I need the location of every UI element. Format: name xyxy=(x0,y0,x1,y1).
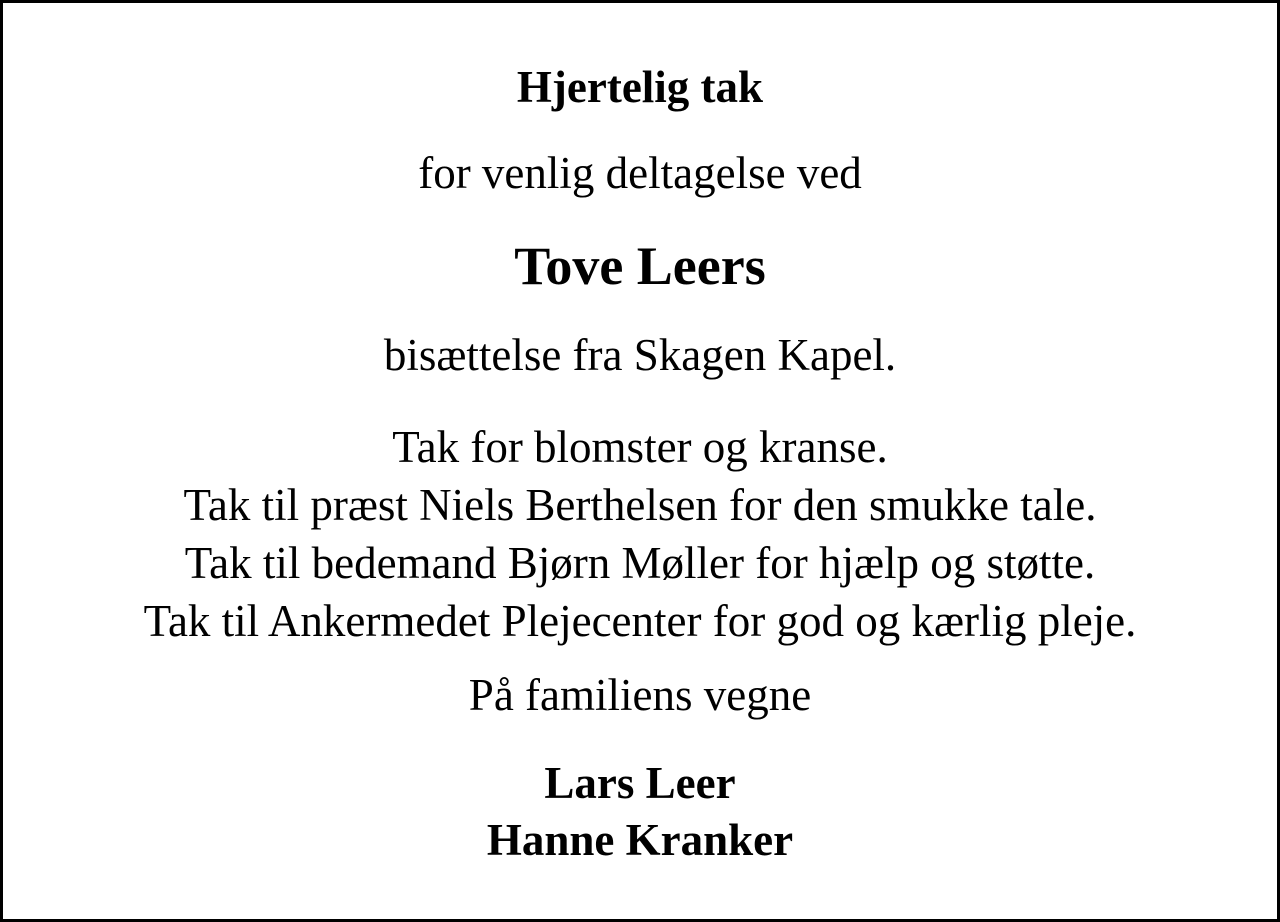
thanks-line: Tak til Ankermedet Plejecenter for god og kærlig pleje. xyxy=(143,596,1137,646)
on-behalf-text: På familiens vegne xyxy=(468,670,812,720)
thanks-line: Tak for blomster og kranse. xyxy=(392,422,888,472)
thanks-line: Tak til bedemand Bjørn Møller for hjælp og støtte. xyxy=(184,538,1096,588)
ceremony-text: bisættelse fra Skagen Kapel. xyxy=(383,330,897,380)
notice-heading: Hjertelig tak xyxy=(516,62,764,112)
signers xyxy=(3,755,1277,869)
thanks-line: Tak til præst Niels Berthelsen for den smukke tale. xyxy=(183,480,1097,530)
signer-name: Lars Leer xyxy=(544,758,736,808)
signer-name: Hanne Kranker xyxy=(486,815,794,865)
thanks-list xyxy=(3,418,1277,650)
deceased-name: Tove Leers xyxy=(514,236,766,296)
intro-text: for venlig deltagelse ved xyxy=(418,148,862,198)
